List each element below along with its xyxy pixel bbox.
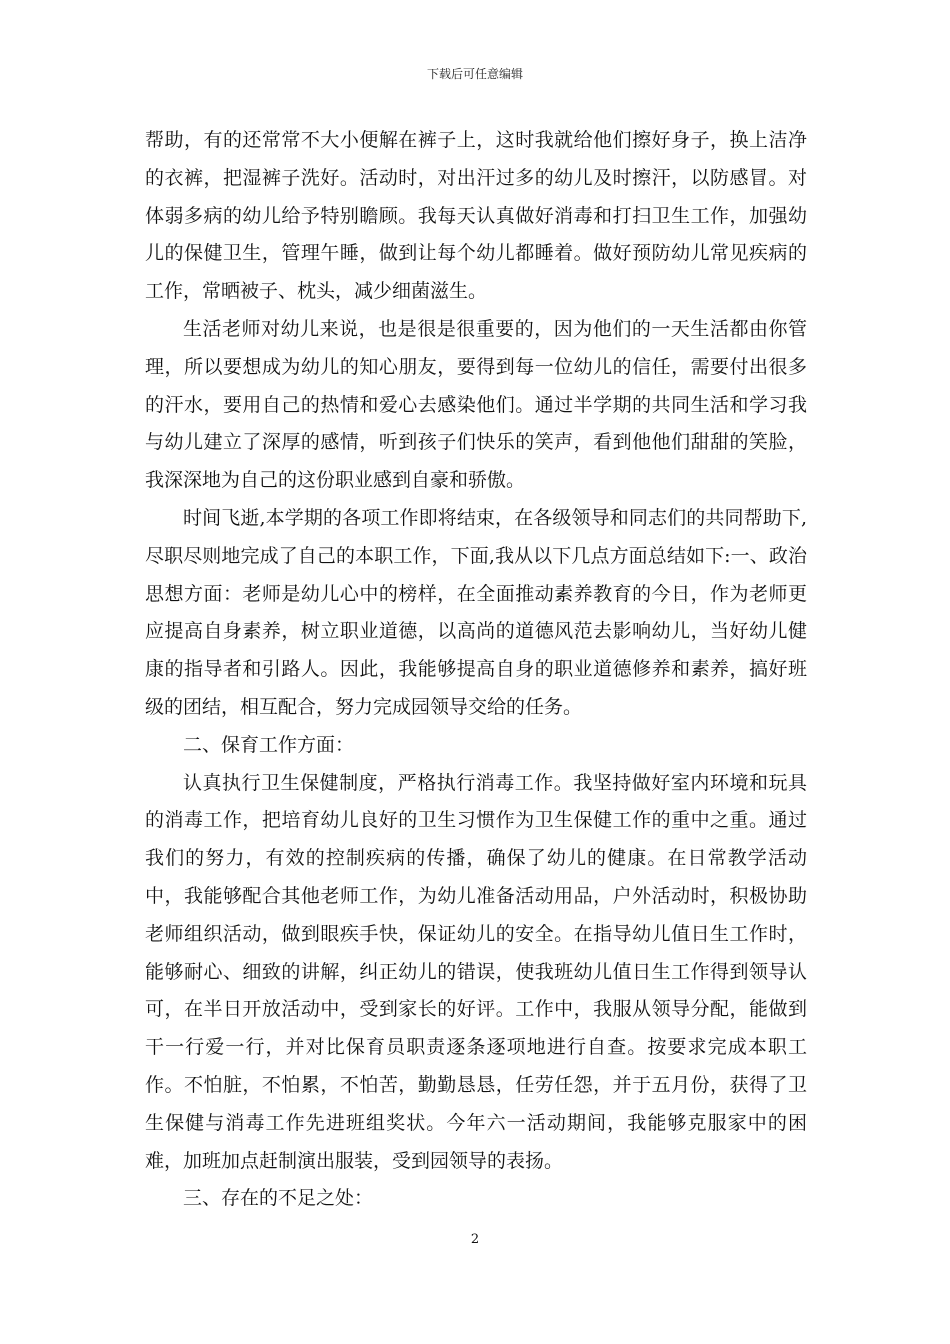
page-number: 2 <box>470 1232 480 1247</box>
document-body <box>145 122 807 1218</box>
paragraph-care-work: 认真执行卫生保健制度，严格执行消毒工作。我坚持做好室内环境和玩具的消毒工作，把培育幼儿良好的卫生习惯作为卫生保健工作的重中之重。通过我们的努力，有效的控制疾病的传播，确保了幼儿的健康。在日常教学活动中，我能够配合其他老师工作，为幼儿准备活动用品，户外活动时，积极协助老师组织活动，做到眼疾手快，保证幼儿的安全。在指导幼儿值日生工作时，能够耐心、细致的讲解，纠正幼儿的错误，使我班幼儿值日生工作得到领导认可，在半日开放活动中，受到家长的好评。工作中，我服从领导分配，能做到干一行爱一行，并对比保育员职责逐条逐项地进行自查。按要求完成本职工作。不怕脏，不怕累，不怕苦，勤勤恳恳，任劳任怨，并于五月份，获得了卫生保健与消毒工作先进班组奖状。今年六一活动期间，我能够克服家中的困难，加班加点赶制演出服装，受到园领导的表扬。 <box>145 771 807 1172</box>
paragraph-summary-political: 时间飞逝,本学期的各项工作即将结束，在各级领导和同志们的共同帮助下,尽职尽则地完成了自己的本职工作，下面,我从以下几点方面总结如下:一、政治思想方面：老师是幼儿心中的榜样，在全面推动素养教育的今日，作为老师更应提高自身素养，树立职业道德，以高尚的道德风范去影响幼儿，当好幼儿健康的指导者和引路人。因此，我能够提高自身的职业道德修养和素养，搞好班级的团结，相互配合，努力完成园领导交给的任务。 <box>145 506 807 718</box>
section-heading-shortcomings: 三、存在的不足之处： <box>183 1187 374 1210</box>
paragraph-care-continued: 帮助，有的还常常不大小便解在裤子上，这时我就给他们擦好身子，换上洁净的衣裤，把湿裤子洗好。活动时，对出汗过多的幼儿及时擦汗，以防感冒。对体弱多病的幼儿给予特别瞻顾。我每天认真做好消毒和打扫卫生工作，加强幼儿的保健卫生，管理午睡，做到让每个幼儿都睡着。做好预防幼儿常见疾病的工作，常晒被子、枕头，减少细菌滋生。 <box>145 129 807 303</box>
page-header: 下载后可任意编辑 <box>426 67 523 81</box>
section-heading-care-work: 二、保育工作方面： <box>183 733 355 756</box>
paragraph-life-teacher: 生活老师对幼儿来说，也是很是很重要的，因为他们的一天生活都由你管理，所以要想成为幼儿的知心朋友，要得到每一位幼儿的信任，需要付出很多的汗水，要用自己的热情和爱心去感染他们。通过半学期的共同生活和学习我与幼儿建立了深厚的感情，听到孩子们快乐的笑声，看到他他们甜甜的笑脸，我深深地为自己的这份职业感到自豪和骄傲。 <box>145 317 807 492</box>
